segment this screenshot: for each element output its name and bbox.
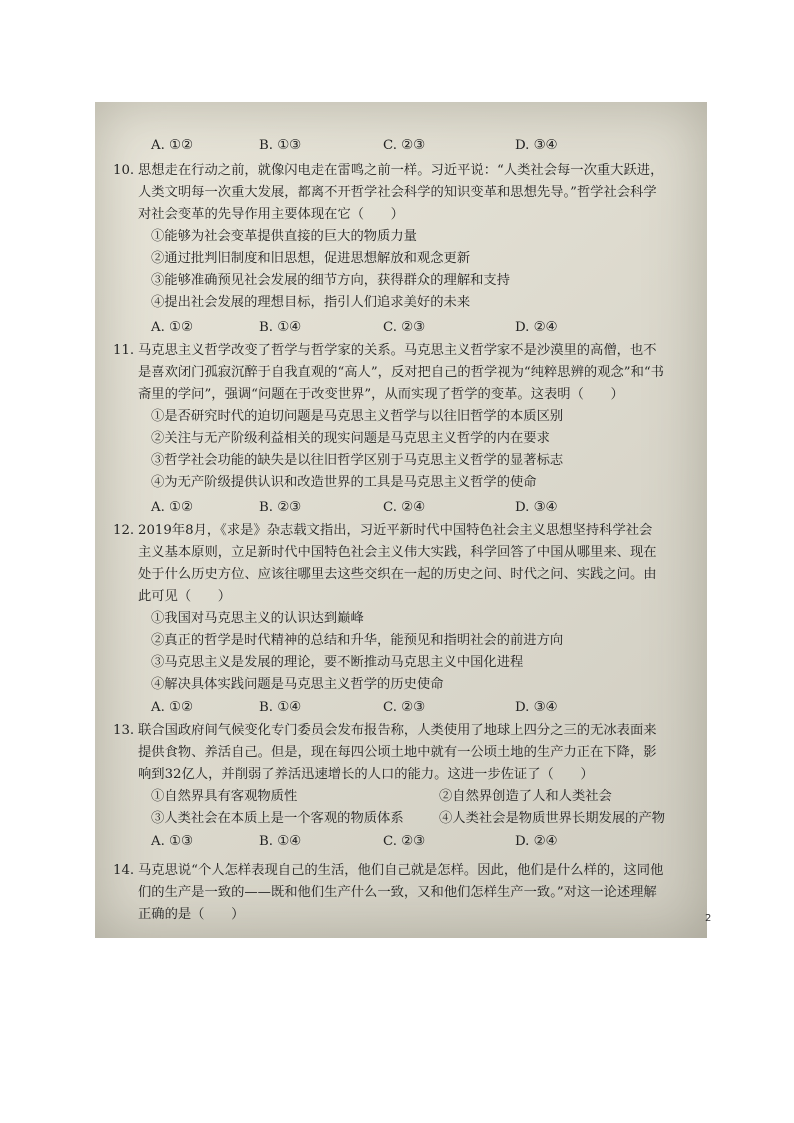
choice-b: B. ①④	[259, 834, 302, 849]
choice-d: D. ③④	[515, 500, 558, 515]
choice-b: B. ①④	[259, 700, 302, 715]
option-4: ④解决具体实践问题是马克思主义哲学的历史使命	[151, 677, 444, 692]
question-text-line: 正确的是（ ）	[138, 907, 245, 922]
question-text-line: 人类文明每一次重大发展，都离不开哲学社会科学的知识变革和思想先导。”哲学社会科学	[138, 185, 657, 200]
choice-d: D. ②④	[515, 320, 558, 335]
choice-c: C. ②④	[383, 500, 425, 515]
choice-c: C. ②③	[383, 700, 425, 715]
question-text-line: 联合国政府间气候变化专门委员会发布报告称，人类使用了地球上四分之三的无冰表面来	[138, 723, 657, 738]
choice-a: A. ①②	[151, 500, 193, 515]
choice-d: D. ③④	[515, 700, 558, 715]
choice-a: A. ①③	[151, 834, 193, 849]
option-4: ④人类社会是物质世界长期发展的产物	[439, 811, 666, 826]
question-text-line: 是喜欢闭门孤寂沉醉于自我直观的“高人”，反对把自己的哲学视为“纯粹思辨的观念”和“书	[138, 365, 664, 380]
option-1: ①我国对马克思主义的认识达到巅峰	[151, 611, 364, 626]
question-text-line: 处于什么历史方位、应该往哪里去这些交织在一起的历史之问、时代之问、实践之问。由	[138, 567, 657, 582]
option-4: ④提出社会发展的理想目标，指引人们追求美好的未来	[151, 295, 471, 310]
choice-a: A. ①②	[151, 138, 193, 153]
option-3: ③能够准确预见社会发展的细节方向，获得群众的理解和支持	[151, 273, 511, 288]
option-1: ①能够为社会变革提供直接的巨大的物质力量	[151, 229, 417, 244]
question-text-line: 斋里的学问”，强调“问题在于改变世界”，从而实现了哲学的变革。这表明（ ）	[138, 387, 624, 402]
option-2: ②通过批判旧制度和旧思想，促进思想解放和观念更新	[151, 251, 471, 266]
choice-b: B. ①④	[259, 320, 302, 335]
question-number: 12.	[113, 523, 135, 538]
choice-c: C. ②③	[383, 138, 425, 153]
choice-b: B. ①③	[259, 138, 302, 153]
option-3: ③哲学社会功能的缺失是以往旧哲学区别于马克思主义哲学的显著标志	[151, 453, 564, 468]
question-text-line: 此可见（ ）	[138, 589, 232, 604]
option-1: ①自然界具有客观物质性	[151, 789, 298, 804]
question-number: 10.	[113, 163, 135, 178]
option-1: ①是否研究时代的迫切问题是马克思主义哲学与以往旧哲学的本质区别	[151, 409, 564, 424]
question-text-line: 响到32亿人，并削弱了养活迅速增长的人口的能力。这进一步佐证了（ ）	[138, 767, 594, 782]
question-text-line: 主义基本原则，立足新时代中国特色社会主义伟大实践，科学回答了中国从哪里来、现在	[138, 545, 657, 560]
option-3: ③人类社会在本质上是一个客观的物质体系	[151, 811, 404, 826]
choice-c: C. ②③	[383, 320, 425, 335]
question-text-line: 对社会变革的先导作用主要体现在它（ ）	[138, 207, 404, 222]
option-2: ②自然界创造了人和人类社会	[439, 789, 612, 804]
choice-c: C. ②③	[383, 834, 425, 849]
page-number: 2	[705, 913, 712, 924]
question-text-line: 们的生产是一致的——既和他们生产什么一致，又和他们怎样生产一致。”对这一论述理解	[138, 885, 657, 900]
choice-a: A. ①②	[151, 320, 193, 335]
choice-a: A. ①②	[151, 700, 193, 715]
choice-b: B. ②③	[259, 500, 302, 515]
option-2: ②真正的哲学是时代精神的总结和升华，能预见和指明社会的前进方向	[151, 633, 564, 648]
question-text-line: 2019年8月，《求是》杂志载文指出，习近平新时代中国特色社会主义思想坚持科学社会	[138, 523, 653, 538]
question-number: 11.	[113, 343, 135, 358]
option-4: ④为无产阶级提供认识和改造世界的工具是马克思主义哲学的使命	[151, 475, 537, 490]
question-text-line: 马克思说“个人怎样表现自己的生活，他们自己就是怎样。因此，他们是什么样的，这同他	[138, 863, 664, 878]
question-text-line: 马克思主义哲学改变了哲学与哲学家的关系。马克思主义哲学家不是沙漠里的高僧，也不	[138, 343, 657, 358]
document-photo	[95, 102, 707, 938]
question-text-line: 提供食物、养活自己。但是，现在每四公顷土地中就有一公顷土地的生产力正在下降，影	[138, 745, 657, 760]
option-2: ②关注与无产阶级利益相关的现实问题是马克思主义哲学的内在要求	[151, 431, 550, 446]
option-3: ③马克思主义是发展的理论，要不断推动马克思主义中国化进程	[151, 655, 524, 670]
question-number: 14.	[113, 863, 135, 878]
choice-d: D. ②④	[515, 834, 558, 849]
choice-d: D. ③④	[515, 138, 558, 153]
question-text-line: 思想走在行动之前，就像闪电走在雷鸣之前一样。习近平说：“人类社会每一次重大跃进，	[138, 163, 664, 178]
question-number: 13.	[113, 723, 135, 738]
